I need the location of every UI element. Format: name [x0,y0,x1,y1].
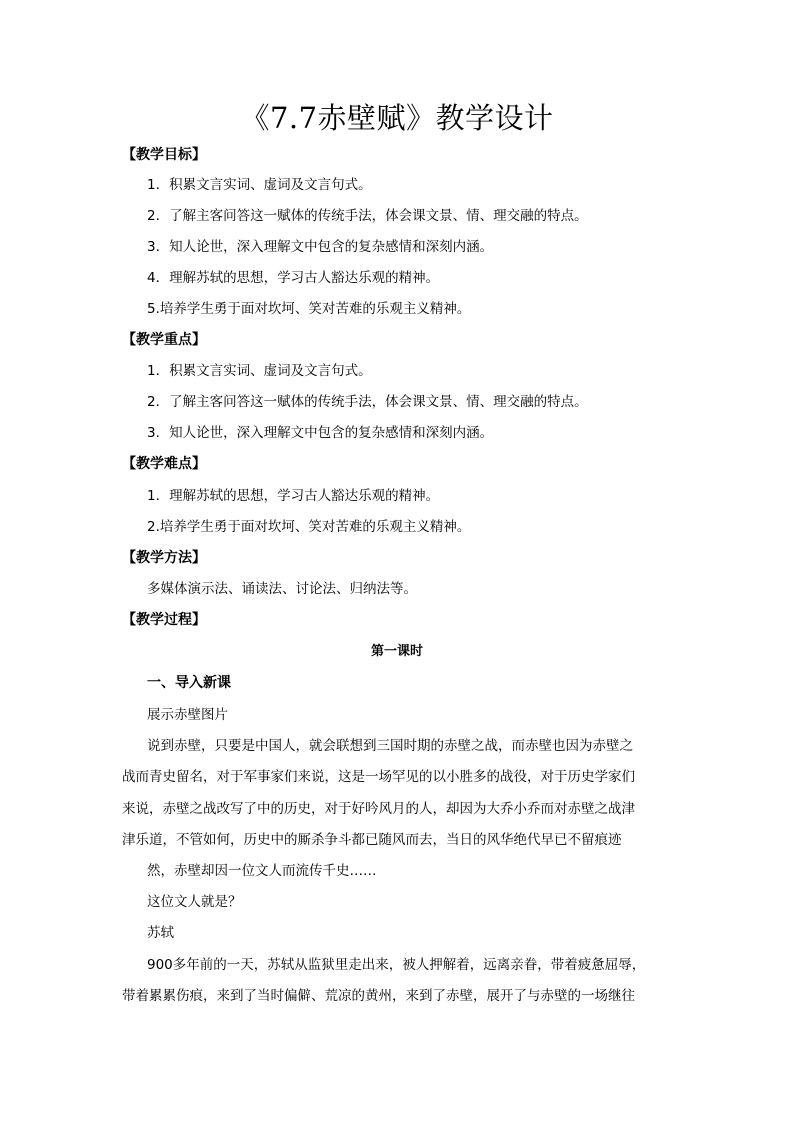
method-item: 多媒体演示法、诵读法、讨论法、归纳法等。 [147,581,417,597]
lesson-title: 第一课时 [370,644,423,659]
goal-item: 5.培养学生勇于面对坎坷、笑对苦难的乐观主义精神。 [147,301,471,317]
paragraph-line: 战而青史留名，对于军事家们来说，这是一场罕见的以小胜多的战役，对于历史学家们 [122,769,635,785]
paragraph-line: 来说，赤壁之战改写了中的历史，对于好吟风月的人，却因为大乔小乔而对赤壁之战津 [122,801,635,817]
show-picture-text: 展示赤壁图片 [147,707,228,723]
section-heading-process: 【教学过程】 [122,612,206,628]
story-line: 900多年前的一天，苏轼从监狱里走出来，被人押解着，远离亲眷，带着疲惫屈辱， [147,957,646,973]
key-point-item: 2．了解主客问答这一赋体的传统手法，体会课文景、情、理交融的特点。 [147,394,588,410]
section-heading-key-points: 【教学重点】 [122,332,206,348]
goal-item: 1．积累文言实词、虚词及文言句式。 [147,177,372,193]
paragraph-line: 津乐道，不管如何，历史中的厮杀争斗都已随风而去，当日的风华绝代早已不留痕迹 [122,832,622,848]
story-line: 带着累累伤痕，来到了当时偏僻、荒凉的黄州，来到了赤壁，展开了与赤壁的一场继往 [122,988,635,1004]
key-point-item: 3．知人论世，深入理解文中包含的复杂感情和深刻内涵。 [147,425,494,441]
goal-item: 3．知人论世，深入理解文中包含的复杂感情和深刻内涵。 [147,239,494,255]
goal-item: 4．理解苏轼的思想，学习古人豁达乐观的精神。 [147,270,440,286]
section-heading-goals: 【教学目标】 [122,147,206,163]
key-point-item: 1．积累文言实词、虚词及文言句式。 [147,363,372,379]
goal-item: 2．了解主客问答这一赋体的传统手法，体会课文景、情、理交融的特点。 [147,208,588,224]
document-title: 《7.7赤壁赋》教学设计 [240,101,554,135]
difficulty-item: 1．理解苏轼的思想，学习古人豁达乐观的精神。 [147,488,440,504]
answer-text: 苏轼 [147,925,174,941]
section-heading-difficulties: 【教学难点】 [122,456,206,472]
question-text: 这位文人就是？ [147,894,242,910]
section-heading-methods: 【教学方法】 [122,550,206,566]
subheading-intro: 一、导入新课 [147,675,231,691]
paragraph-line: 说到赤壁，只要是中国人，就会联想到三国时期的赤壁之战，而赤壁也因为赤壁之 [147,738,633,754]
difficulty-item: 2.培养学生勇于面对坎坷、笑对苦难的乐观主义精神。 [147,519,471,535]
paragraph-tail: 然，赤壁却因一位文人而流传千史…… [147,863,377,879]
